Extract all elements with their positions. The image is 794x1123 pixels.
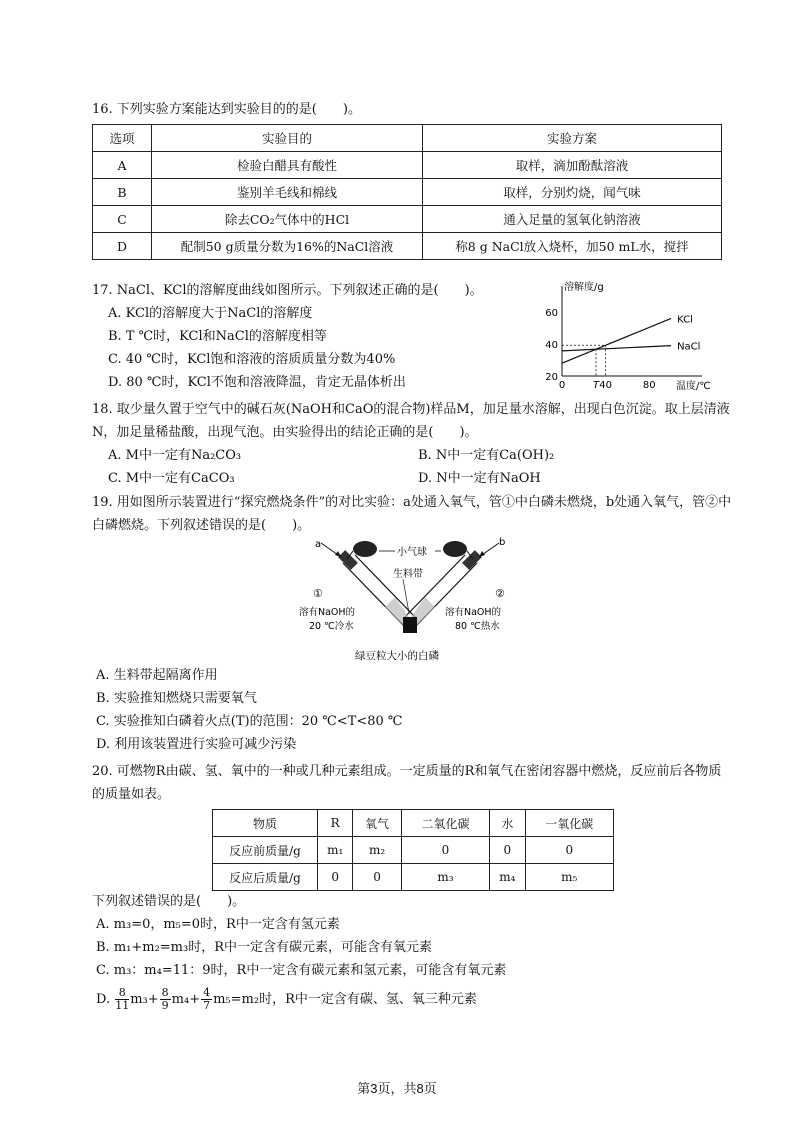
fraction <box>201 987 212 1012</box>
option-b: B. N中一定有Ca(OH)₂ <box>418 448 555 463</box>
table-cell: 配制50 g质量分数为16%的NaCl溶液 <box>152 233 423 260</box>
table-row <box>93 233 722 260</box>
header-cell: 二氧化碳 <box>401 810 489 837</box>
option-d: D. N中一定有NaOH <box>418 471 541 486</box>
x-tick-label: 40 <box>599 380 613 391</box>
table-header-row <box>93 125 722 152</box>
label-b: b <box>499 537 506 548</box>
table-cell: m₄ <box>490 864 525 891</box>
label-right-water-1: 溶有NaOH的 <box>445 607 502 618</box>
series-label-kcl: KCl <box>677 314 693 326</box>
phosphorus <box>403 617 417 633</box>
option-c: C. 实验推知白磷着火点(T)的范围：20 ℃<T<80 ℃ <box>96 714 403 729</box>
header-cell: 水 <box>490 810 525 837</box>
series-label-nacl: NaCl <box>677 341 701 353</box>
table-cell: B <box>93 179 152 206</box>
table-cell: A <box>93 152 152 179</box>
y-axis-label: 溶解度/g <box>564 282 604 293</box>
table-cell: 鉴别羊毛线和棉线 <box>152 179 423 206</box>
y-tick-label: 60 <box>545 308 558 319</box>
option-d-prefix: D. <box>96 992 111 1007</box>
question-20-table <box>212 809 614 891</box>
table-cell: m₂ <box>353 837 401 864</box>
series-line-nacl <box>562 346 671 351</box>
option-a: A. m₃=0，m₅=0时，R中一定含有氢元素 <box>96 917 340 932</box>
header-cell: 实验目的 <box>152 125 423 152</box>
option-row <box>92 444 732 467</box>
option-a: A. KCl的溶解度大于NaCl的溶解度 <box>108 306 313 321</box>
solubility-chart <box>540 280 730 392</box>
header-cell: 选项 <box>93 125 152 152</box>
question-20-lead: 下列叙述错误的是( )。 <box>92 894 246 909</box>
fraction-numerator: 8 <box>161 986 169 999</box>
question-16-stem: 16. 下列实验方案能达到实验目的的是( )。 <box>92 102 361 117</box>
question-19-options <box>92 664 736 756</box>
fraction-denominator: 9 <box>161 999 169 1012</box>
question-18-stem: 18. 取少量久置于空气中的碱石灰(NaOH和CaO的混合物)样品M，加足量水溶解，出现白色沉淀。取上层清液N，加足量稀盐酸，出现气泡。由实验得出的结论正确的是( )。 <box>92 402 730 440</box>
table-cell: 0 <box>525 837 613 864</box>
question-16-table <box>92 124 722 260</box>
table-cell: 称8 g NaCl放入烧杯，加50 mL水，搅拌 <box>423 233 722 260</box>
table-cell: 取样，滴加酚酞溶液 <box>423 152 722 179</box>
table-cell: 0 <box>490 837 525 864</box>
question-20-stem: 20. 可燃物R由碳、氢、氧中的一种或几种元素组成。一定质量的R和氧气在密闭容器中燃烧，反应前后各物质的质量如表。 <box>92 764 722 802</box>
balloon-left <box>353 541 377 557</box>
option-d: D. 利用该装置进行实验可减少污染 <box>96 737 297 752</box>
option-d: D. 80 ℃时，KCl不饱和溶液降温，肯定无晶体析出 <box>108 375 406 390</box>
label-right-water-2: 80 ℃热水 <box>455 621 500 632</box>
fraction <box>115 987 129 1012</box>
series-line-kcl <box>562 318 671 363</box>
label-balloon: 小气球 <box>397 547 427 558</box>
header-cell: R <box>318 810 353 837</box>
table-cell: m₃ <box>401 864 489 891</box>
label-left-water-2: 20 ℃冷水 <box>309 621 354 632</box>
option-a: A. M中一定有Na₂CO₃ <box>108 448 242 463</box>
option-b: B. T ℃时，KCl和NaCl的溶解度相等 <box>108 329 327 344</box>
x-tick-label: 80 <box>642 380 656 391</box>
table-header-row <box>213 810 614 837</box>
header-cell: 物质 <box>213 810 318 837</box>
table-row <box>93 179 722 206</box>
y-tick-label: 20 <box>545 372 558 383</box>
option-d-term: m₃+ <box>130 992 159 1007</box>
option-b: B. m₁+m₂=m₃时，R中一定含有碳元素，可能含有氧元素 <box>96 940 433 955</box>
table-row <box>213 837 614 864</box>
page-footer: 第3页，共8页 <box>357 1081 437 1096</box>
fraction-denominator: 11 <box>115 999 130 1012</box>
question-18 <box>92 398 732 490</box>
table-cell: 0 <box>401 837 489 864</box>
label-a: a <box>315 539 322 550</box>
question-20-options <box>92 890 732 1014</box>
label-tube-2: ② <box>495 587 505 600</box>
table-cell: m₅ <box>525 864 613 891</box>
table-cell: 反应前质量/g <box>213 837 318 864</box>
table-cell: D <box>93 233 152 260</box>
table-row <box>93 206 722 233</box>
table-cell: 取样，分别灼烧，闻气味 <box>423 179 722 206</box>
option-d <box>92 986 732 1014</box>
table-cell: 除去CO₂气体中的HCl <box>152 206 423 233</box>
option-c: C. M中一定有CaCO₃ <box>108 471 235 486</box>
label-left-water-1: 溶有NaOH的 <box>299 607 356 618</box>
option-row <box>92 467 732 490</box>
option-c: C. m₃：m₄=11：9时，R中一定含有碳元素和氢元素，可能含有氧元素 <box>96 963 507 978</box>
fraction <box>160 987 171 1012</box>
question-19-stem: 19. 用如图所示装置进行“探究燃烧条件”的对比实验：a处通入氧气，管①中白磷未燃烧，b处通入氧气，管②中白磷燃烧。下列叙述错误的是( )。 <box>92 495 732 533</box>
option-a: A. 生料带起隔离作用 <box>96 668 218 683</box>
table-cell: m₁ <box>318 837 353 864</box>
header-cell: 实验方案 <box>423 125 722 152</box>
table-cell: 反应后质量/g <box>213 864 318 891</box>
x-tick-label: T <box>592 380 600 391</box>
x-tick-label: 0 <box>558 380 566 391</box>
label-phosphorus: 绿豆粒大小的白磷 <box>355 650 439 662</box>
y-tick-label: 40 <box>545 340 558 351</box>
table-cell: 检验白醋具有酸性 <box>152 152 423 179</box>
option-c: C. 40 ℃时，KCl饱和溶液的溶质质量分数为40% <box>108 352 396 367</box>
fraction-numerator: 8 <box>115 987 129 1000</box>
fraction-numerator: 4 <box>203 986 211 999</box>
option-b: B. 实验推知燃烧只需要氧气 <box>96 691 257 706</box>
header-cell: 氧气 <box>353 810 401 837</box>
option-d-term: m₅=m₂时，R中一定含有碳、氢、氧三种元素 <box>213 992 477 1007</box>
table-cell: 通入足量的氢氧化钠溶液 <box>423 206 722 233</box>
option-d-term: m₄+ <box>171 992 201 1007</box>
label-tube-1: ① <box>313 587 323 600</box>
table-cell: C <box>93 206 152 233</box>
table-cell: 0 <box>318 864 353 891</box>
header-cell: 一氧化碳 <box>525 810 613 837</box>
label-tape: 生料带 <box>393 569 423 580</box>
question-17 <box>92 279 542 394</box>
table-row <box>93 152 722 179</box>
balloon-right <box>443 541 467 557</box>
combustion-apparatus-diagram <box>295 533 525 665</box>
table-row <box>213 864 614 891</box>
fraction-denominator: 7 <box>203 999 211 1012</box>
table-cell: 0 <box>353 864 401 891</box>
x-axis-label: 温度/℃ <box>676 381 711 392</box>
question-17-stem: 17. NaCl、KCl的溶解度曲线如图所示。下列叙述正确的是( )。 <box>92 283 483 298</box>
